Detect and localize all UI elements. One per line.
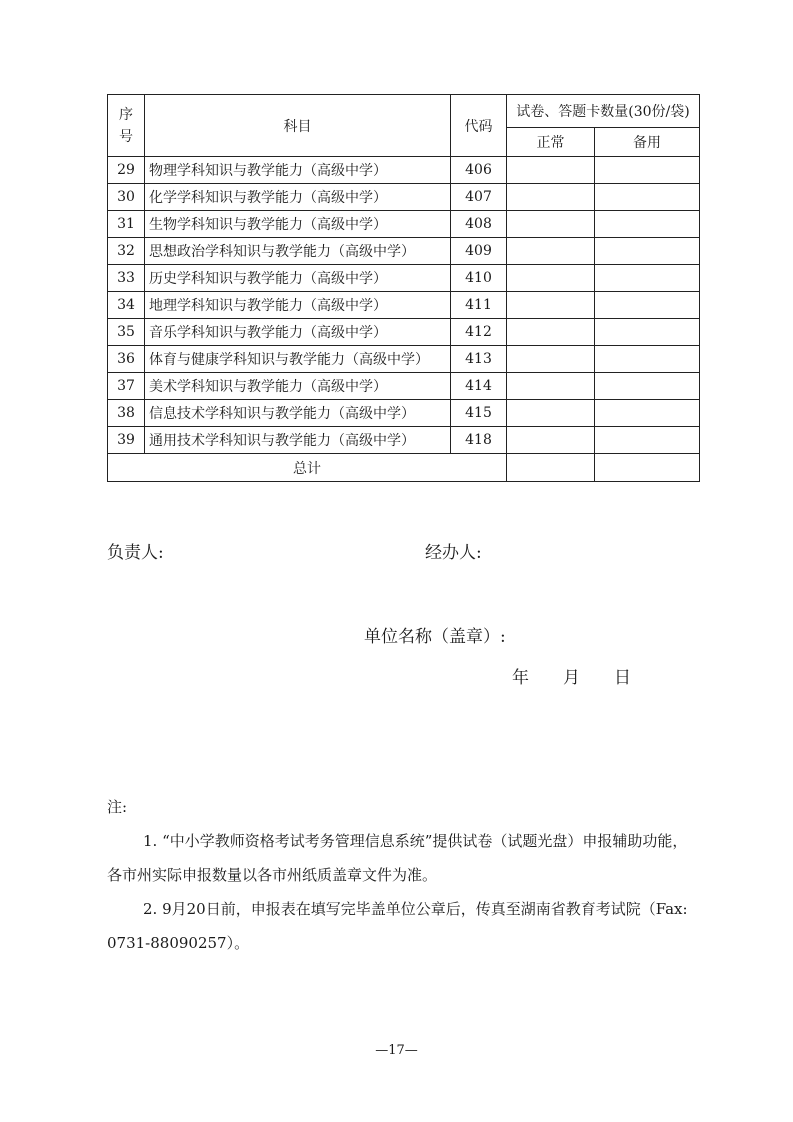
spare-qty-cell [595,265,700,292]
subject-cell: 思想政治学科知识与教学能力（高级中学） [145,238,451,265]
total-row [108,454,700,482]
spare-qty-cell [595,373,700,400]
normal-qty-cell [507,319,595,346]
total-label: 总计 [108,454,507,482]
subject-cell: 化学学科知识与教学能力（高级中学） [145,184,451,211]
normal-qty-cell [507,265,595,292]
spare-qty-cell [595,346,700,373]
table-row [108,184,700,211]
note-2-line-2: 0731-88090257）。 [107,934,250,952]
seq-cell: 30 [108,184,145,211]
subject-cell: 美术学科知识与教学能力（高级中学） [145,373,451,400]
notes-section [107,790,707,960]
code-cell: 410 [451,265,507,292]
subject-quantity-table [107,94,700,482]
code-cell: 411 [451,292,507,319]
header-seq [108,95,145,157]
seq-cell: 34 [108,292,145,319]
spare-qty-cell [595,157,700,184]
total-spare-cell [595,454,700,482]
normal-qty-cell [507,400,595,427]
handler-label: 经办人: [425,543,482,563]
header-spare: 备用 [595,128,700,157]
code-cell: 412 [451,319,507,346]
subject-cell: 音乐学科知识与教学能力（高级中学） [145,319,451,346]
code-cell: 407 [451,184,507,211]
code-cell: 413 [451,346,507,373]
table-row [108,427,700,454]
header-normal: 正常 [507,128,595,157]
normal-qty-cell [507,346,595,373]
total-normal-cell [507,454,595,482]
table-row [108,319,700,346]
table-row [108,265,700,292]
note-2-line-1: 2. 9月20日前，申报表在填写完毕盖单位公章后，传真至湖南省教育考试院（Fax: [143,900,688,918]
code-cell: 408 [451,211,507,238]
date-label: 年 月 日 [512,668,631,688]
table-row [108,211,700,238]
spare-qty-cell [595,400,700,427]
header-seq-text: 序号 [119,106,133,145]
seq-cell: 31 [108,211,145,238]
table-header-row [108,95,700,128]
table-row [108,157,700,184]
note-1-line-2: 各市州实际申报数量以各市州纸质盖章文件为准。 [107,866,438,884]
subject-cell: 物理学科知识与教学能力（高级中学） [145,157,451,184]
unit-seal-label: 单位名称（盖章）: [364,627,506,647]
seq-cell: 33 [108,265,145,292]
code-cell: 415 [451,400,507,427]
normal-qty-cell [507,157,595,184]
table-row [108,400,700,427]
code-cell: 418 [451,427,507,454]
normal-qty-cell [507,292,595,319]
normal-qty-cell [507,184,595,211]
spare-qty-cell [595,292,700,319]
code-cell: 406 [451,157,507,184]
responsible-label: 负责人: [107,543,164,563]
seq-cell: 38 [108,400,145,427]
spare-qty-cell [595,211,700,238]
notes-heading: 注: [107,798,128,816]
seq-cell: 39 [108,427,145,454]
subject-cell: 信息技术学科知识与教学能力（高级中学） [145,400,451,427]
spare-qty-cell [595,319,700,346]
spare-qty-cell [595,427,700,454]
table-row [108,373,700,400]
spare-qty-cell [595,184,700,211]
table-row [108,292,700,319]
note-1-line-1: 1. “中小学教师资格考试考务管理信息系统”提供试卷（试题光盘）申报辅助功能， [143,832,688,850]
seq-cell: 32 [108,238,145,265]
seq-cell: 36 [108,346,145,373]
spare-qty-cell [595,238,700,265]
subject-cell: 通用技术学科知识与教学能力（高级中学） [145,427,451,454]
table-row [108,238,700,265]
normal-qty-cell [507,373,595,400]
seq-cell: 29 [108,157,145,184]
normal-qty-cell [507,211,595,238]
code-cell: 414 [451,373,507,400]
subject-cell: 生物学科知识与教学能力（高级中学） [145,211,451,238]
subject-cell: 历史学科知识与教学能力（高级中学） [145,265,451,292]
seq-cell: 35 [108,319,145,346]
header-quantity: 试卷、答题卡数量(30份/袋) [507,95,700,128]
header-subject: 科目 [145,95,451,157]
subject-cell: 地理学科知识与教学能力（高级中学） [145,292,451,319]
subject-cell: 体育与健康学科知识与教学能力（高级中学） [145,346,451,373]
table-row [108,346,700,373]
normal-qty-cell [507,427,595,454]
page-number: —17— [375,1043,418,1058]
header-code: 代码 [451,95,507,157]
code-cell: 409 [451,238,507,265]
seq-cell: 37 [108,373,145,400]
normal-qty-cell [507,238,595,265]
